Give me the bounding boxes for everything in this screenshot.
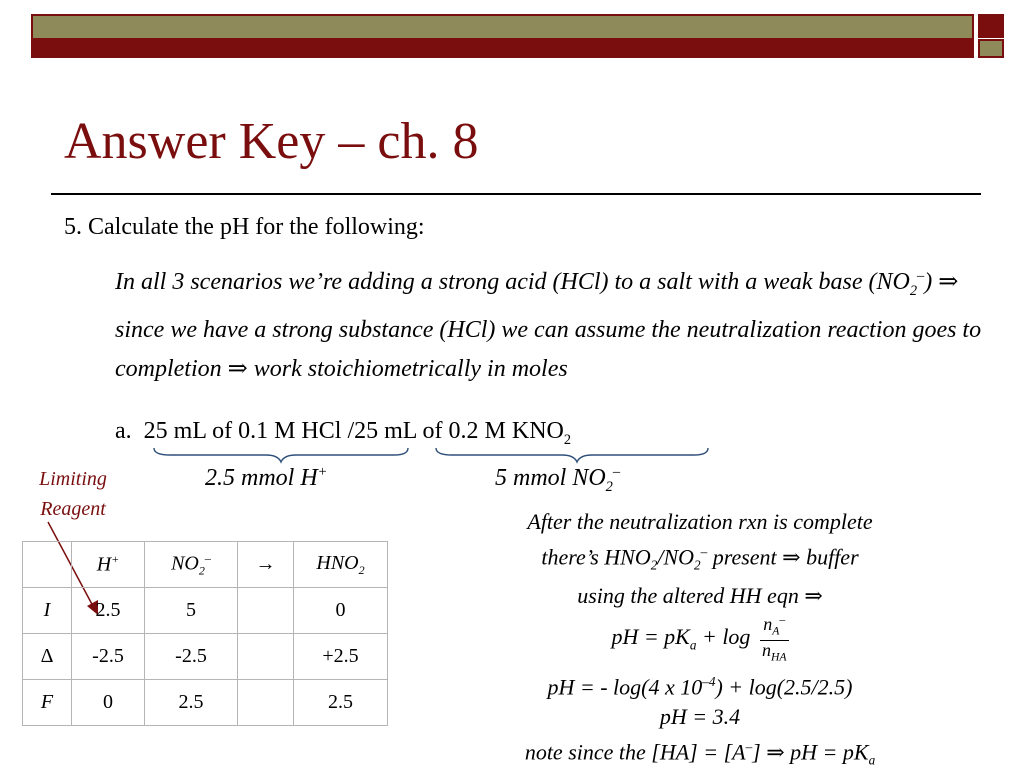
ice-header-blank: [23, 542, 72, 588]
mmol-acid: [205, 464, 327, 492]
ice-row-label: I: [23, 588, 72, 634]
ice-cell-blank: [238, 588, 294, 634]
ice-table: [22, 541, 388, 726]
ice-cell: 2.5: [294, 680, 388, 726]
paragraph-sup: –: [917, 268, 925, 284]
underbraces: [140, 446, 720, 466]
part-a-label: a.: [115, 418, 132, 444]
ice-cell: 2.5: [72, 588, 145, 634]
part-a-salt-sub: 2: [563, 431, 572, 448]
brace-salt: [436, 448, 708, 462]
explain-line-2: there’s $HNO_2/NO_2^-$ present ⇒ buffer: [541, 544, 859, 573]
ice-cell-blank: [238, 634, 294, 680]
hh-equation: pH = $pK_a + \log$ $\frac{n_A^-}{n_{HA}}$: [440, 611, 960, 667]
explain-line-1: After the neutralization rxn is complete: [527, 509, 873, 534]
part-a-salt: 25 mL of 0.2 M KNO: [354, 418, 564, 444]
limiting-reagent-label: Limiting Reagent: [39, 468, 107, 520]
ice-cell: 5: [145, 588, 238, 634]
ph-calculation: pH = - log(4 x $10^{-4}) + \log(2.5/2.5)$: [547, 673, 853, 700]
ice-cell: 2.5: [145, 680, 238, 726]
paragraph-text-1: In all 3 scenarios we’re adding a strong acid (HCl) to a salt with a weak base (NO: [115, 269, 910, 295]
buffer-explanation: [440, 507, 960, 776]
ph-note: note since the [HA] = [A–] ⇒ pH = $pK_a$: [524, 739, 876, 768]
ice-row-initial: [23, 588, 388, 634]
ice-cell: -2.5: [72, 634, 145, 680]
ice-header-arrow: →: [238, 542, 294, 588]
ice-row-change: [23, 634, 388, 680]
header-bar-stripe: [33, 16, 972, 38]
ice-cell-blank: [238, 680, 294, 726]
ice-header-h: H+: [72, 542, 145, 588]
ice-header-no2: $NO_2^-$: [145, 542, 238, 588]
paragraph-sub: 2: [909, 282, 918, 299]
ice-cell: 0: [294, 588, 388, 634]
header-square-top: [978, 14, 1004, 38]
mmol-base-sub: 2: [605, 478, 613, 495]
ice-row-final: [23, 680, 388, 726]
explain-line-3: using the altered HH eqn ⇒: [577, 582, 823, 608]
ice-cell: 0: [72, 680, 145, 726]
title-divider: [51, 193, 981, 195]
ph-result: pH = 3.4: [659, 704, 741, 730]
brace-acid: [154, 448, 408, 462]
mmol-acid-text: 2.5 mmol H: [205, 465, 318, 491]
part-a-acid: 25 mL of 0.1 M HCl: [143, 418, 342, 444]
ice-row-label: Δ: [23, 634, 72, 680]
ice-cell: +2.5: [294, 634, 388, 680]
slide-title: Answer Key – ch. 8: [64, 113, 479, 170]
part-a-line: [115, 418, 571, 449]
ice-cell: -2.5: [145, 634, 238, 680]
mmol-base-sup: –: [612, 464, 621, 480]
header-square-bottom-inner: [980, 41, 1002, 56]
ice-header-hno2: $HNO_2$: [294, 542, 388, 588]
ice-header-row: [23, 542, 388, 588]
mmol-acid-sup: +: [317, 464, 328, 480]
paragraph-text-2: ) ⇒ since we have a strong substance (HCl) we can assume the neutralization reaction goes to completion ⇒ work stoichiometrically in moles: [115, 269, 982, 382]
scenario-paragraph: [115, 257, 985, 389]
mmol-base: [495, 464, 620, 496]
ice-row-label: F: [23, 680, 72, 726]
question-text: 5. Calculate the pH for the following:: [64, 214, 425, 240]
part-a-separator: /: [347, 418, 355, 444]
mole-ratio-fraction: $\frac{n_A^-}{n_{HA}}$: [761, 612, 787, 664]
mmol-base-text: 5 mmol NO: [495, 465, 606, 491]
